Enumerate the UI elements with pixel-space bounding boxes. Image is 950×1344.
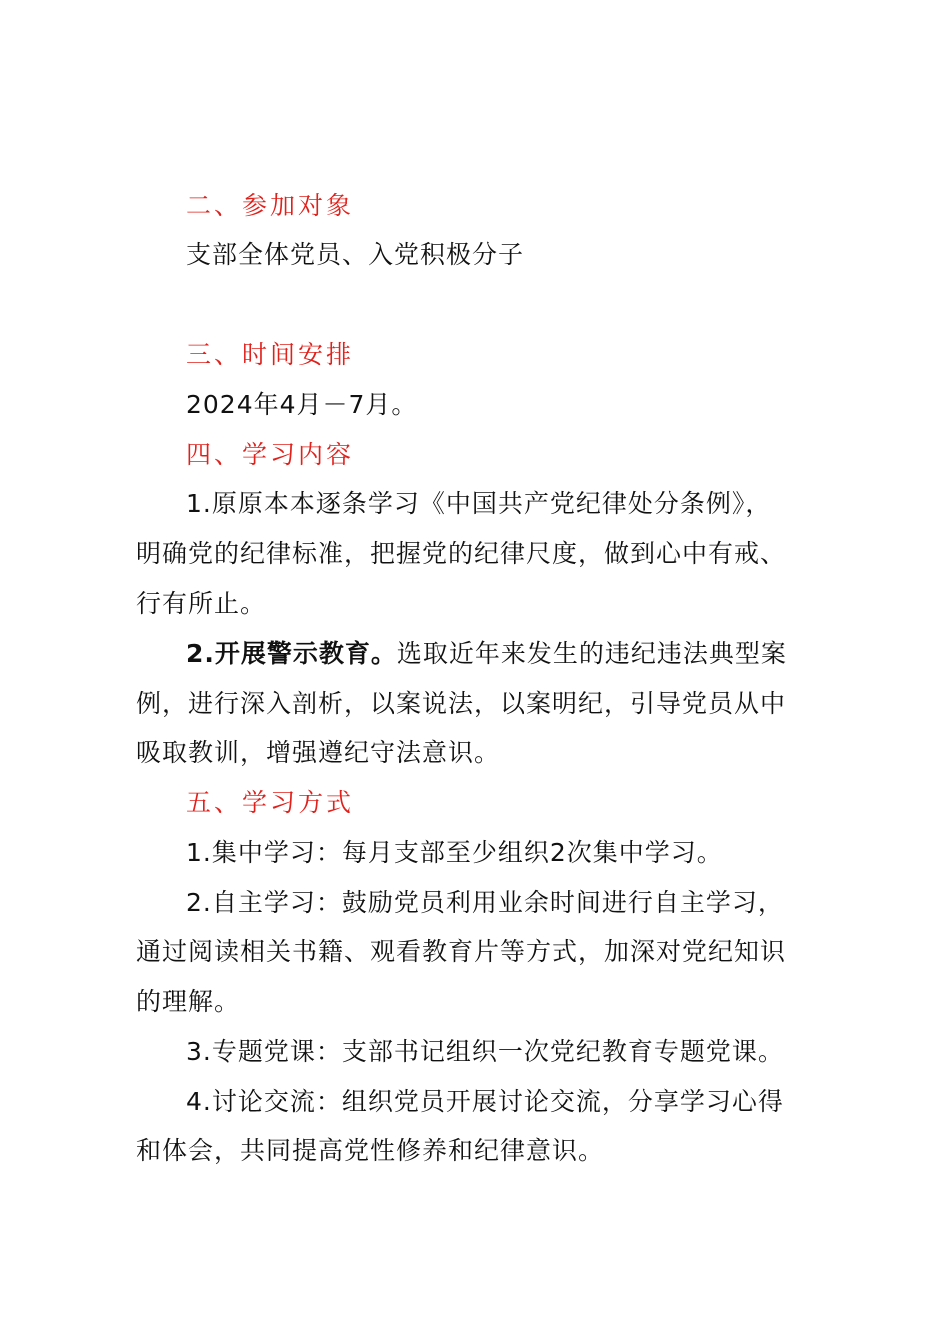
section-heading-schedule: 三、时间安排 — [186, 340, 355, 369]
section-heading-content: 四、学习内容 — [186, 440, 355, 469]
method-item-2-line-2: 通过阅读相关书籍、观看教育片等方式，加深对党纪知识 — [136, 937, 787, 966]
content-item-1-line-2: 明确党的纪律标准，把握党的纪律尺度，做到心中有戒、 — [136, 539, 787, 568]
content-item-2-line-2: 例，进行深入剖析，以案说法，以案明纪，引导党员从中 — [136, 689, 787, 718]
content-item-2-bold-lead: 2.开展警示教育。 — [186, 639, 397, 668]
section-heading-participants: 二、参加对象 — [186, 191, 355, 220]
method-item-2-line-1: 2.自主学习：鼓励党员利用业余时间进行自主学习， — [186, 888, 784, 917]
content-item-1-line-1: 1.原原本本逐条学习《中国共产党纪律处分条例》， — [186, 489, 772, 518]
participants-text: 支部全体党员、入党积极分子 — [186, 240, 525, 269]
content-item-2-first-line-rest: 选取近年来发生的违纪违法典型案 — [396, 639, 787, 668]
section-heading-methods: 五、学习方式 — [186, 788, 355, 817]
method-item-4-line-2: 和体会，共同提高党性修养和纪律意识。 — [136, 1136, 605, 1165]
method-item-2-line-3: 的理解。 — [136, 987, 241, 1016]
content-item-2-line-3: 吸取教训，增强遵纪守法意识。 — [136, 738, 501, 767]
content-item-1-line-3: 行有所止。 — [136, 589, 267, 618]
content-item-2-line-1 — [186, 638, 886, 670]
schedule-text: 2024年4月－7月。 — [186, 390, 418, 419]
method-item-1-line-1: 1.集中学习：每月支部至少组织2次集中学习。 — [186, 838, 723, 867]
method-item-4-line-1: 4.讨论交流：组织党员开展讨论交流，分享学习心得 — [186, 1087, 784, 1116]
method-item-3-line-1: 3.专题党课：支部书记组织一次党纪教育专题党课。 — [186, 1037, 784, 1066]
